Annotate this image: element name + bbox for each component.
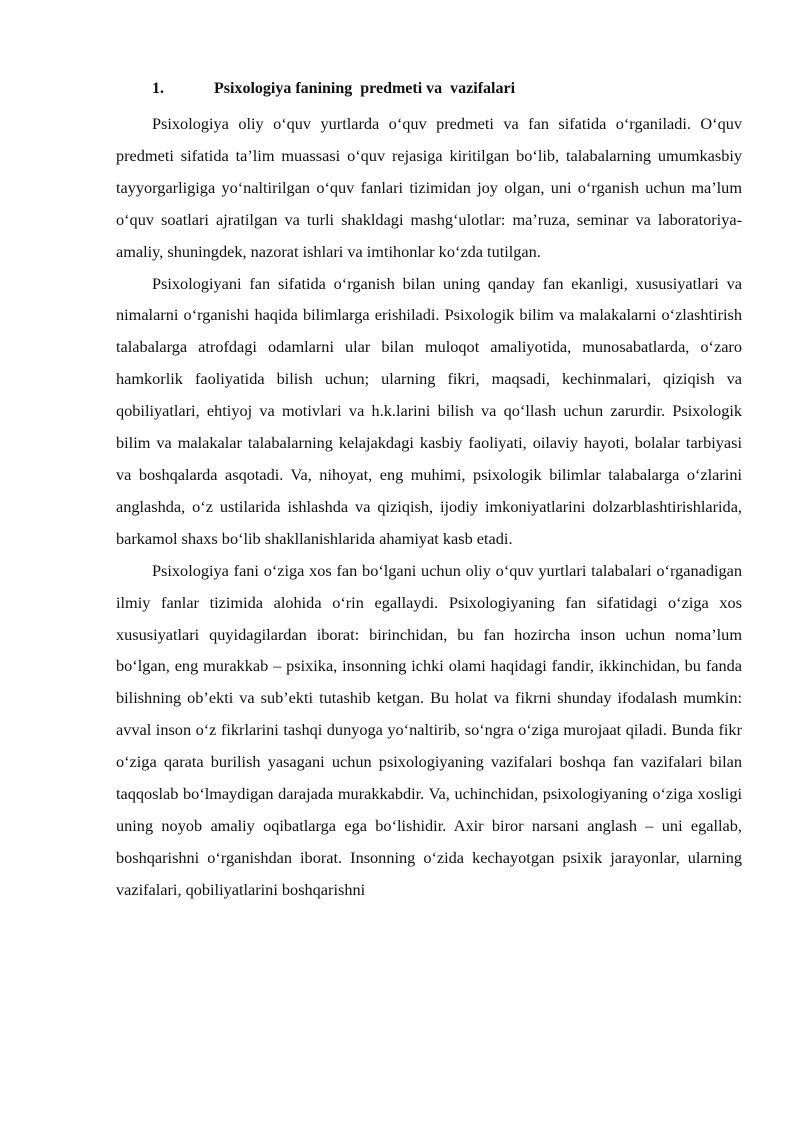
body-text (116, 108, 742, 906)
section-title: Psixologiya fanining predmeti va vazifalari (214, 80, 516, 97)
section-heading (152, 78, 515, 100)
paragraph: Psixologiyani fan sifatida o‘rganish bilan uning qanday fan ekanligi, xususiyatlari va nimalarni o‘rganishi haqida bilimlarga erishiladi. Psixologik bilim va malakalarni o‘zlashtirish talabalarga atrofdagi odamlarni ular bilan muloqot amaliyotida, munosabatlarda, o‘zaro hamkorlik faoliyatida bilish uchun; ularning fikri, maqsadi, kechinmalari, qiziqish va qobiliyatlari, ehtiyoj va motivlari va h.k.larini bilish va qo‘llash uchun zarurdir. Psixologik bilim va malakalar talabalarning kelajakdagi kasbiy faoliyati, oilaviy hayoti, bolalar tarbiyasi va boshqalarda asqotadi. Va, nihoyat, eng muhimi, psixologik bilimlar talabalarga o‘zlarini anglashda, o‘z ustilarida ishlashda va qiziqish, ijodiy imkoniyatlarini dolzarblashtirishlarida, barkamol shaxs bo‘lib shakllanishlarida ahamiyat kasb etadi. (116, 273, 742, 548)
section-number: 1. (152, 80, 164, 97)
paragraph: Psixologiya oliy o‘quv yurtlarda o‘quv predmeti va fan sifatida o‘rganiladi. O‘quv predmeti sifatida ta’lim muassasi o‘quv rejasiga kiritilgan bo‘lib, talabalarning umumkasbiy tayyorgarligiga yo‘naltirilgan o‘quv fanlari tizimidan joy olgan, uni o‘rganish uchun ma’lum o‘quv soatlari ajratilgan va turli shakldagi mashg‘ulotlar: ma’ruza, seminar va laboratoriya-amaliy, shuningdek, nazorat ishlari va imtihonlar ko‘zda tutilgan. (116, 114, 742, 261)
paragraph: Psixologiya fani o‘ziga xos fan bo‘lgani uchun oliy o‘quv yurtlari talabalari o‘rganadigan ilmiy fanlar tizimida alohida o‘rin egallaydi. Psixologiyaning fan sifatidagi o‘ziga xos xususiyatlari quyidagilardan iborat: birinchidan, bu fan hozircha inson uchun noma’lum bo‘lgan, eng murakkab – psixika, insonning ichki olami haqidagi fandir, ikkinchidan, bu fanda bilishning ob’ekti va sub’ekti tutashib ketgan. Bu holat va fikrni shunday ifodalash mumkin: avval inson o‘z fikrlarini tashqi dunyoga yo‘naltirib, so‘ngra o‘ziga murojaat qiladi. Bunda fikr o‘ziga qarata burilish yasagani uchun psixologiyaning vazifalari boshqa fan vazifalari bilan taqqoslab bo‘lmaydigan darajada murakkabdir. Va, uchinchidan, psixologiyaning o‘ziga xosligi uning noyob amaliy oqibatlarga ega bo‘lishidir. Axir biror narsani anglash – uni egallab, boshqarishni o‘rganishdan iborat. Insonning o‘zida kechayotgan psixik jarayonlar, ularning vazifalari, qobiliyatlarini boshqarishni (116, 560, 742, 899)
